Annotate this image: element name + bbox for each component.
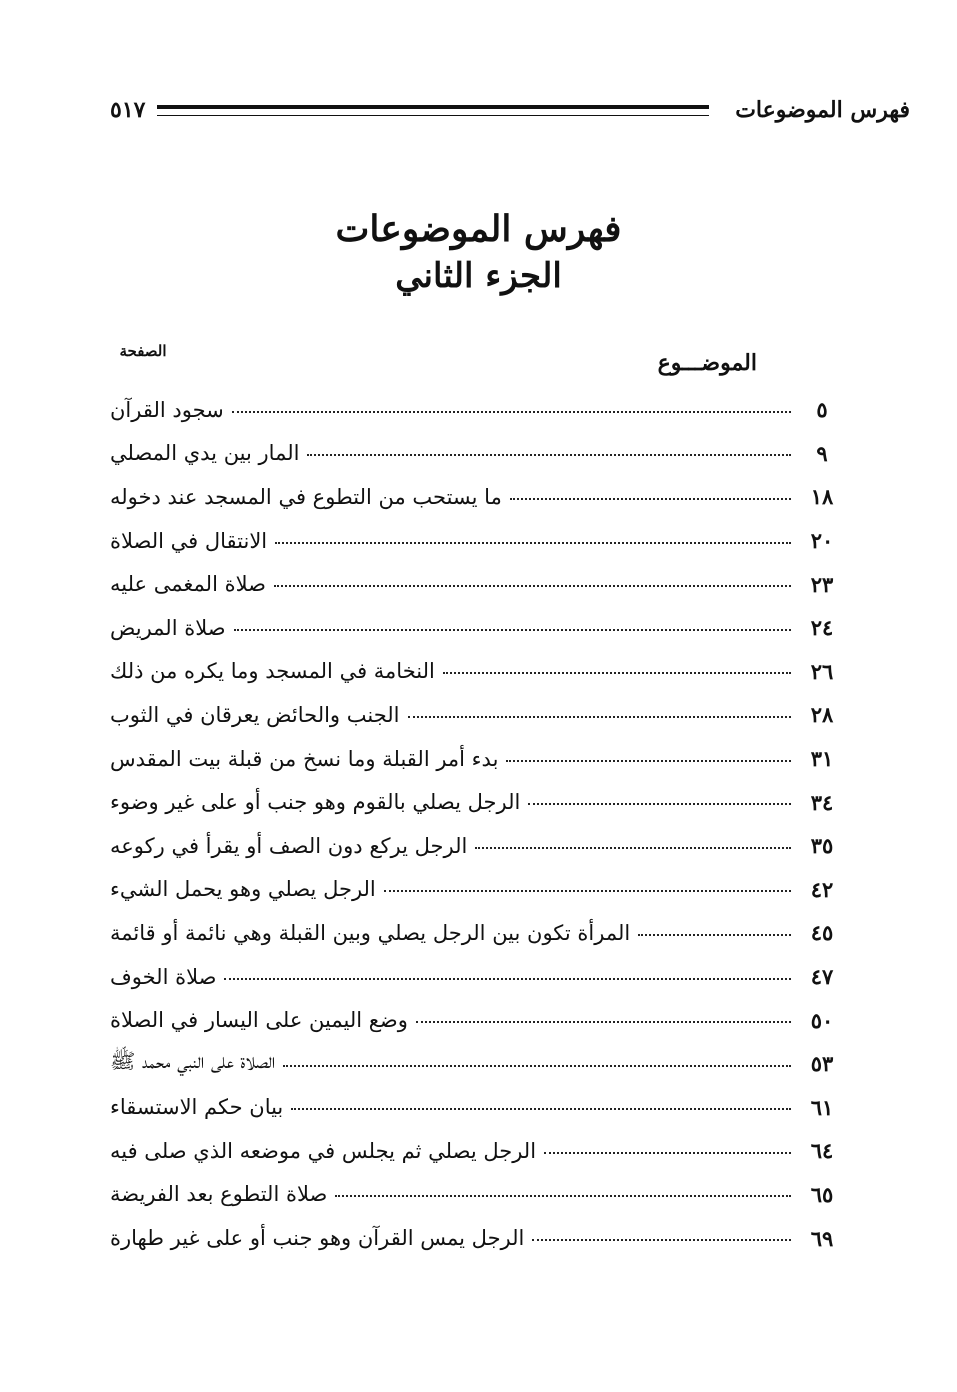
- dotted-leader: [234, 629, 791, 631]
- toc-entry-page: ٣٥: [810, 833, 834, 859]
- dotted-leader: [532, 1239, 791, 1241]
- toc-entry-topic: سجود القرآن: [110, 397, 224, 422]
- toc-entry-page: ٦١: [810, 1094, 834, 1120]
- toc-entry-topic: الجنب والحائض يعرقان في الثوب: [110, 702, 400, 727]
- toc-entry: [110, 432, 845, 476]
- dotted-leader: [275, 542, 791, 544]
- toc-entry-page: ٥٣: [810, 1051, 834, 1077]
- toc-entry: [110, 780, 845, 824]
- page-subtitle: الجزء الثاني: [395, 256, 562, 296]
- toc-entry: [110, 1129, 845, 1173]
- dotted-leader: [335, 1195, 791, 1197]
- toc-entry-page: ٤٢: [810, 876, 834, 902]
- toc-entry-page: ٣١: [810, 746, 834, 772]
- dotted-leader: [544, 1152, 791, 1154]
- toc-entry-topic: الرجل يمس القرآن وهو جنب أو على غير طهارة: [110, 1226, 525, 1251]
- toc-entry-topic: الرجل يركع دون الصف أو يقرأ في ركوعه: [110, 833, 468, 858]
- toc-entry-page: ٩: [816, 440, 828, 466]
- toc-entry: [110, 1086, 845, 1130]
- page-number: ٥١٧: [110, 97, 146, 123]
- toc-entry-page: ٢٤: [810, 615, 834, 641]
- toc-entry: [110, 911, 845, 955]
- toc-entry: [110, 824, 845, 868]
- toc-entry-topic: النخامة في المسجد وما يكره من ذلك: [110, 659, 435, 684]
- page-title: فهرس الموضوعات: [335, 208, 622, 250]
- dotted-leader: [224, 978, 791, 980]
- toc-entry-topic: صلاة المغمى عليه: [110, 572, 266, 597]
- dotted-leader: [232, 411, 791, 413]
- toc-entry-page: ٤٧: [810, 964, 834, 990]
- toc-entry-topic: الانتقال في الصلاة: [110, 528, 268, 553]
- dotted-leader: [638, 934, 791, 936]
- running-header: [110, 88, 910, 132]
- toc-entry-topic: وضع اليمين على اليسار في الصلاة: [110, 1008, 408, 1033]
- toc-entry-page: ٢٣: [810, 571, 834, 597]
- dotted-leader: [384, 890, 791, 892]
- toc-entry: [110, 1042, 845, 1086]
- toc-entry-topic: المار بين يدي المصلي: [110, 441, 300, 466]
- toc-entry-page: ٢٦: [810, 658, 834, 684]
- dotted-leader: [283, 1065, 791, 1067]
- toc-entry: [110, 519, 845, 563]
- dotted-leader: [274, 585, 791, 587]
- toc-entry: [110, 1173, 845, 1217]
- toc-entry-page: ٥: [816, 397, 828, 423]
- toc-entry-page: ٤٥: [810, 920, 834, 946]
- toc-entry-topic: المرأة تكون بين الرجل يصلي وبين القبلة وهي نائمة أو قائمة: [110, 920, 631, 945]
- toc-entry: [110, 650, 845, 694]
- dotted-leader: [475, 847, 791, 849]
- toc-entry-page: ٢٠: [810, 528, 834, 554]
- title-block: [0, 205, 957, 299]
- toc-entry: [110, 606, 845, 650]
- toc-entry: [110, 998, 845, 1042]
- running-title: فهرس الموضوعات: [735, 97, 910, 123]
- page-column-header: الصفحة: [119, 342, 167, 360]
- toc-entry: [110, 955, 845, 999]
- toc-entry-topic: الرجل يصلي ثم يجلس في موضعه الذي صلى فيه: [110, 1138, 537, 1163]
- dotted-leader: [307, 454, 791, 456]
- dotted-leader: [443, 672, 791, 674]
- header-rule: [157, 105, 709, 116]
- toc-entry: [110, 1216, 845, 1260]
- topic-column-header: الموضـــوع: [657, 350, 757, 376]
- toc-entry-topic: ما يستحب من التطوع في المسجد عند دخوله: [110, 484, 502, 509]
- toc-entry: [110, 475, 845, 519]
- toc-entry-topic: الرجل يصلي بالقوم وهو جنب أو على غير وضوء: [110, 790, 521, 815]
- toc-entry-topic: الرجل يصلي وهو يحمل الشيء: [110, 877, 376, 902]
- toc-entry: [110, 737, 845, 781]
- toc-entry: [110, 388, 845, 432]
- toc-entry-topic: بدء أمر القبلة وما نسخ من قبلة بيت المقدس: [110, 746, 499, 771]
- dotted-leader: [291, 1108, 791, 1110]
- toc-entry-topic: بيان حكم الاستسقاء: [110, 1095, 284, 1120]
- toc-entry-page: ٥٠: [810, 1007, 834, 1033]
- toc-entry-topic: صلاة الخوف: [110, 964, 217, 989]
- toc-list: [110, 388, 845, 1260]
- dotted-leader: [510, 498, 791, 500]
- toc-entry-page: ٦٩: [810, 1225, 834, 1251]
- dotted-leader: [506, 760, 791, 762]
- toc-entry-topic: صلاة التطوع بعد الفريضة: [110, 1182, 328, 1207]
- dotted-leader: [408, 716, 792, 718]
- toc-entry-page: ٣٤: [810, 789, 834, 815]
- toc-entry-page: ١٨: [810, 484, 834, 510]
- dotted-leader: [528, 803, 791, 805]
- toc-entry: [110, 562, 845, 606]
- toc-entry: [110, 868, 845, 912]
- toc-entry-page: ٦٤: [810, 1138, 834, 1164]
- toc-entry-topic: الصلاة على النبي محمد ﷺ: [110, 1049, 276, 1074]
- toc-entry-page: ٢٨: [810, 702, 834, 728]
- toc-entry: [110, 693, 845, 737]
- toc-entry-page: ٦٥: [810, 1181, 834, 1207]
- toc-entry-topic: صلاة المريض: [110, 615, 226, 640]
- dotted-leader: [416, 1021, 791, 1023]
